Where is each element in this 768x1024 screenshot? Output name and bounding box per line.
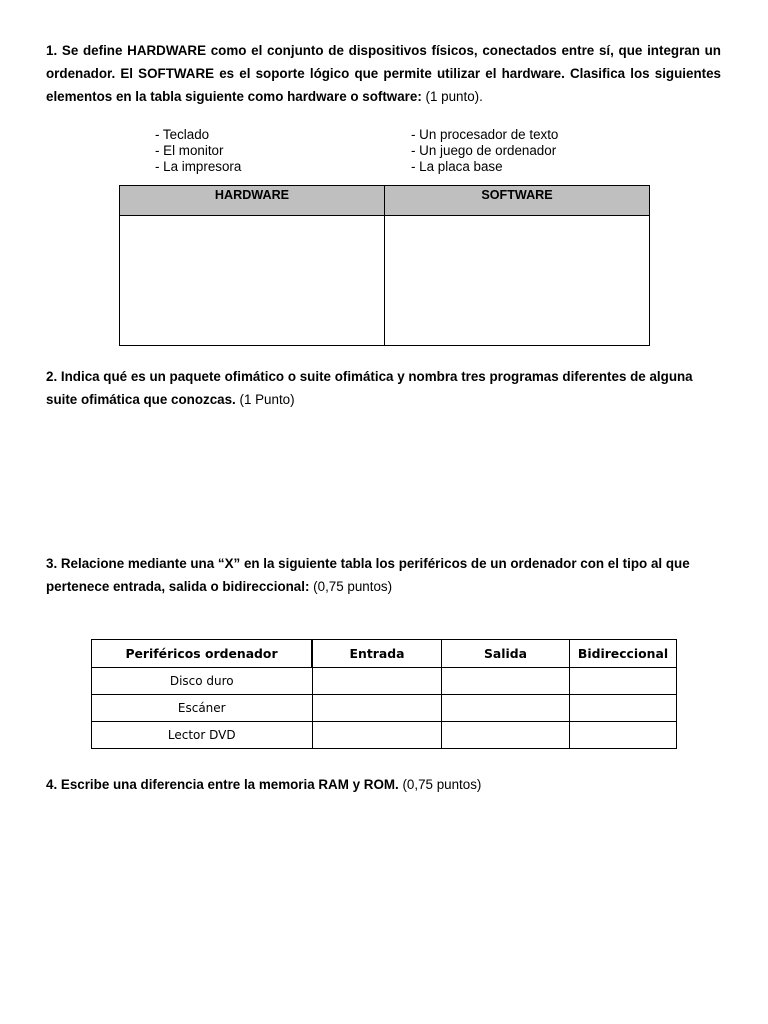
- question-4-text: 4. Escribe una diferencia entre la memoria RAM y ROM.: [46, 777, 399, 792]
- input-cell[interactable]: [312, 722, 442, 749]
- list-item: - La impresora: [155, 158, 242, 174]
- input-cell[interactable]: [312, 695, 442, 722]
- list-item: - Un procesador de texto: [411, 127, 559, 142]
- bidirectional-cell[interactable]: [570, 695, 677, 722]
- software-answer-cell[interactable]: [385, 216, 650, 346]
- list-item: - La placa base: [411, 158, 503, 174]
- question-3-points: (0,75 puntos): [309, 579, 393, 594]
- list-item: - El monitor: [155, 142, 224, 158]
- peripherals-table: [91, 639, 677, 749]
- table-row: [92, 722, 677, 749]
- output-cell[interactable]: [442, 722, 570, 749]
- question-2-points: (1 Punto): [235, 392, 295, 407]
- output-cell[interactable]: [442, 668, 570, 695]
- hardware-answer-cell[interactable]: [120, 216, 385, 346]
- table-row: [92, 695, 677, 722]
- question-2: [46, 365, 721, 411]
- bidirectional-cell[interactable]: [570, 722, 677, 749]
- question-1-text: 1. Se define HARDWARE como el conjunto de dispositivos físicos, conectados entre sí, que integran un ordenador. El SOFTWARE es el soporte lógico que permite utilizar el hardware. Clasifica los siguientes elementos en la tabla siguiente como hardware o software:: [46, 43, 721, 104]
- item-list-left: [155, 127, 241, 174]
- output-cell[interactable]: [442, 695, 570, 722]
- output-header: Salida: [442, 640, 570, 668]
- hardware-software-table: [119, 185, 650, 346]
- question-4: [46, 773, 721, 796]
- hardware-header: HARDWARE: [120, 186, 385, 216]
- question-3: [46, 552, 721, 598]
- input-cell[interactable]: [312, 668, 442, 695]
- peripheral-name: Disco duro: [92, 668, 313, 695]
- question-1: [46, 39, 721, 108]
- question-2-text: 2. Indica qué es un paquete ofimático o suite ofimática y nombra tres programas diferentes de alguna suite ofimática que conozcas.: [46, 369, 693, 407]
- peripheral-name: Escáner: [92, 695, 313, 722]
- question-1-points: (1 punto).: [421, 89, 483, 104]
- question-3-text: 3. Relacione mediante una “X” en la siguiente tabla los periféricos de un ordenador con el tipo al que pertenece entrada, salida o bidireccional:: [46, 556, 690, 594]
- peripheral-name: Lector DVD: [92, 722, 313, 749]
- software-header: SOFTWARE: [385, 186, 650, 216]
- bidirectional-header: Bidireccional: [570, 640, 677, 668]
- bidirectional-cell[interactable]: [570, 668, 677, 695]
- list-item: - Teclado: [155, 127, 210, 142]
- question-4-points: (0,75 puntos): [398, 777, 482, 792]
- peripherals-header: Periféricos ordenador: [92, 640, 313, 668]
- list-item: - Un juego de ordenador: [411, 142, 557, 158]
- item-list-right: [411, 127, 558, 174]
- input-header: Entrada: [312, 640, 442, 668]
- table-row: [92, 668, 677, 695]
